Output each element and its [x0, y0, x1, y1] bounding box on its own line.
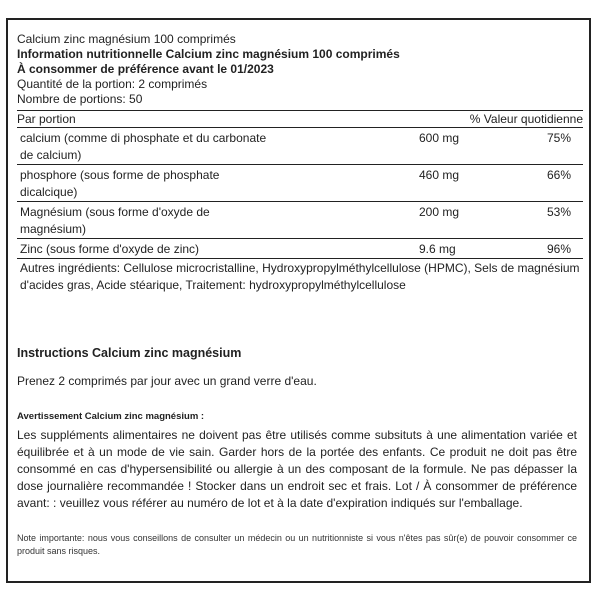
nutrient-amount: 600 mg [419, 131, 460, 145]
nutrient-dv: 66% [546, 168, 571, 182]
nutrition-info-title: Information nutritionnelle Calcium zinc magnésium 100 comprimés [17, 47, 400, 61]
label-frame [6, 18, 591, 583]
nutrient-name: Zinc (sous forme d'oxyde de zinc) [20, 242, 200, 256]
warning-title: Avertissement Calcium zinc magnésium : [17, 411, 205, 422]
nutrient-name: calcium (comme di phosphate et du carbonate de calcium) [20, 131, 267, 162]
nutrient-amount: 9.6 mg [419, 242, 456, 256]
nutrient-dv: 96% [546, 242, 571, 256]
nutrient-dv: 75% [546, 131, 571, 145]
best-before: À consommer de préférence avant le 01/2023 [17, 62, 274, 76]
col-daily-value: % Valeur quotidienne [469, 112, 583, 126]
instructions-title: Instructions Calcium zinc magnésium [17, 346, 242, 360]
table-row [17, 164, 583, 201]
warning-text: Les suppléments alimentaires ne doivent pas être utilisés comme subsituts à une alimentation variée et équilibrée et à un mode de vie sain. Garder hors de la portée des enfants. Ce produit ne doit pas être consommé en cas d'hypersensibilité ou allergie à un des composant de la formule. Ne pas dépasser la dose journalière recommandée ! Stocker dans un endroit sec et frais. Lot / À consommer de préférence avant: : veuillez vous référer au numéro de lot et à la date d'expiration indiqués sur l'emballage. [17, 428, 577, 510]
table-header [17, 111, 583, 127]
table-row [17, 238, 583, 259]
other-ingredients: Autres ingrédients: Cellulose microcristalline, Hydroxypropylméthylcellulose (HPMC), Sels de magnésium d'acides gras, Acide stéarique, Traitement: hydroxypropylméthylcellulose [20, 261, 580, 292]
nutrient-amount: 460 mg [419, 168, 460, 182]
nutrient-name: Magnésium (sous forme d'oxyde de magnésium) [20, 205, 210, 236]
nutrient-dv: 53% [546, 205, 571, 219]
important-note: Note importante: nous vous conseillons de consulter un médecin ou un nutritionniste si vous n'êtes pas sûr(e) de pouvoir consommer ce produit sans risques. [17, 533, 577, 556]
serving-size: Quantité de la portion: 2 comprimés [17, 77, 208, 91]
instructions-text: Prenez 2 comprimés par jour avec un grand verre d'eau. [17, 374, 317, 388]
table-row [17, 201, 583, 238]
label-content [17, 32, 583, 558]
nutrient-name: phosphore (sous forme de phosphate dicalcique) [20, 168, 220, 199]
table-row [17, 127, 583, 164]
product-title: Calcium zinc magnésium 100 comprimés [17, 32, 236, 46]
servings-count: Nombre de portions: 50 [17, 92, 143, 106]
nutrient-amount: 200 mg [419, 205, 460, 219]
col-portion: Par portion [17, 112, 76, 126]
